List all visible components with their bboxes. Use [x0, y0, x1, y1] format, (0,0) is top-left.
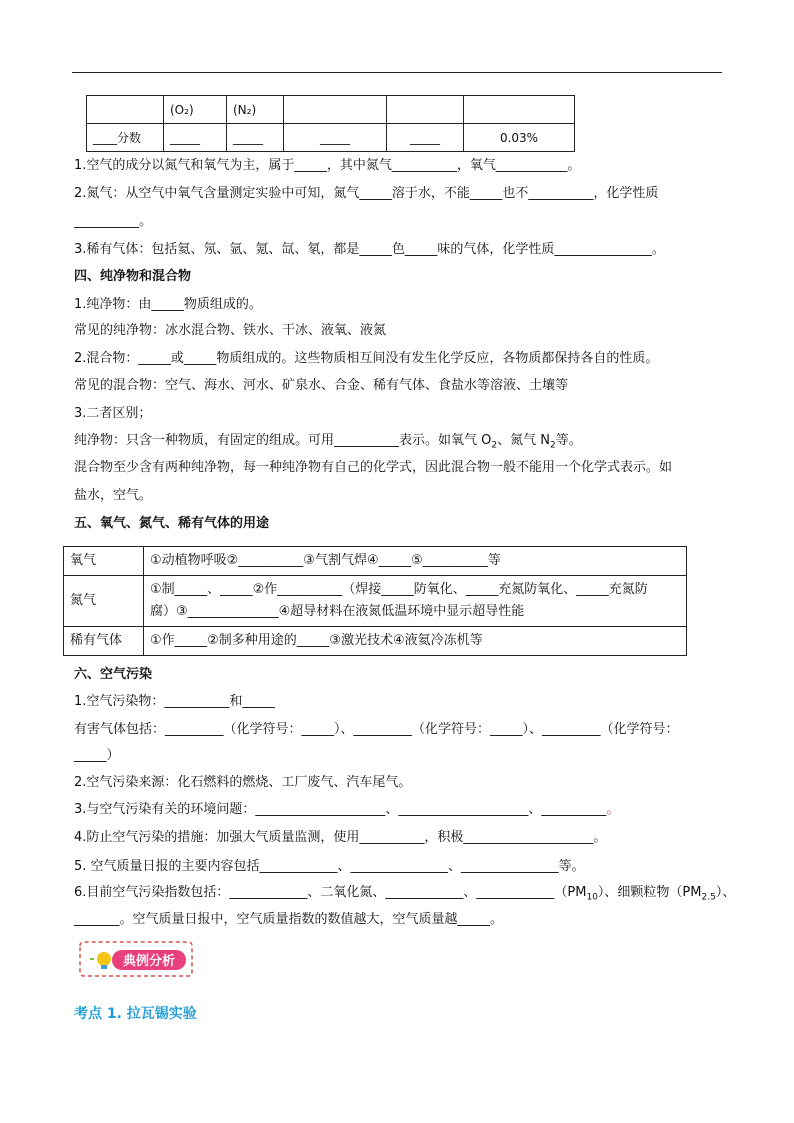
text-line: 1.纯净物：由_____物质组成的。 [74, 297, 262, 312]
table-cell [144, 576, 687, 627]
text-segment: ）、细颗粒物（PM [597, 885, 702, 900]
text-segment: ①制_____、_____②作__________（焊接_____防氧化、_____充氮防氧化、_____充氮防 [150, 582, 648, 597]
text-line: __________。 [74, 214, 153, 229]
table-cell: ①作_____②制多种用途的_____③激光技术④液氦冷冻机等 [144, 627, 687, 656]
section-heading: 六、空气污染 [74, 667, 153, 682]
table-row [64, 547, 687, 576]
table-row [87, 124, 575, 152]
table-row [87, 96, 575, 124]
table-cell: (O₂) [164, 96, 227, 124]
table-cell [284, 96, 387, 124]
text-line: 5. 空气质量日报的主要内容包括____________、_______________、_______________等。 [74, 859, 585, 874]
text-line [74, 801, 619, 819]
badge-text: 典例分析 [122, 954, 176, 969]
table-row [64, 576, 687, 627]
text-line: 2.混合物：_____或_____物质组成的。这些物质相互间没有发生化学反应，各物质都保持各自的性质。 [74, 351, 659, 366]
text-line [74, 432, 582, 455]
table-cell: 0.03% [464, 124, 575, 152]
table-cell: ①动植物呼吸②__________③气割气焊④_____⑤__________等 [144, 547, 687, 576]
example-analysis-badge [72, 938, 196, 982]
text-line: 3.稀有气体：包括氦、氖、氩、氪、氙、氡，都是_____色_____味的气体，化学性质_______________。 [74, 242, 665, 257]
text-segment: 3.与空气污染有关的环境问题：____________________、____________________、__________ [74, 802, 607, 817]
text-line: 2.氮气：从空气中氧气含量测定实验中可知，氮气_____溶于水，不能_____也不__________，化学性质 [74, 186, 659, 201]
air-composition-table [86, 95, 575, 152]
table-cell: _____ [227, 124, 284, 152]
text-segment: 等。 [555, 433, 582, 448]
table-cell: 氮气 [64, 576, 144, 627]
text-line [74, 884, 735, 907]
text-line: 盐水，空气。 [74, 488, 153, 503]
subscript: 10 [586, 892, 598, 903]
gas-uses-table [63, 546, 687, 656]
section-heading: 五、氧气、氮气、稀有气体的用途 [74, 516, 270, 531]
key-point-heading: 考点 1. 拉瓦锡实验 [74, 1006, 197, 1022]
text-line: 2.空气污染来源：化石燃料的燃烧、工厂废气、汽车尾气。 [74, 775, 412, 790]
table-cell [464, 96, 575, 124]
text-segment: 。 [606, 802, 620, 817]
text-line: 4.防止空气污染的措施：加强大气质量监测，使用__________，积极____________________。 [74, 830, 607, 845]
section-heading: 四、纯净物和混合物 [74, 269, 192, 284]
text-segment: 、氮气 N [497, 433, 550, 448]
subscript: 2 [549, 440, 556, 451]
table-cell: 稀有气体 [64, 627, 144, 656]
text-line: 常见的混合物：空气、海水、河水、矿泉水、合金、稀有气体、食盐水等溶液、土壤等 [74, 378, 569, 393]
text-line: 常见的纯净物：冰水混合物、铁水、干冰、液氧、液氮 [74, 323, 387, 338]
table-cell: _____ [164, 124, 227, 152]
text-line: 1.空气的成分以氮气和氧气为主，属于_____，其中氮气__________，氧气___________。 [74, 158, 581, 173]
text-segment: 纯净物：只含一种物质，有固定的组成。可用__________表示。如氧气 O [74, 433, 492, 448]
text-line: 1.空气污染物：__________和_____ [74, 694, 275, 709]
text-line: 有害气体包括：_________（化学符号：_____）、_________（化学符号：_____）、_________（化学符号： [74, 722, 679, 737]
header-rule [72, 72, 722, 73]
table-cell [387, 96, 464, 124]
text-line: 混合物至少含有两种纯净物，每一种纯净物有自己的化学式，因此混合物一般不能用一个化学式表示。如 [74, 460, 673, 475]
subscript: 2.5 [701, 892, 716, 903]
table-cell [87, 96, 164, 124]
text-segment: ）、 [715, 885, 736, 900]
subscript: 2 [491, 440, 498, 451]
table-cell: ____分数 [87, 124, 164, 152]
text-line: 3.二者区别； [74, 406, 152, 421]
text-line: _______。空气质量日报中，空气质量指数的数值越大，空气质量越_____。 [74, 912, 504, 927]
text-segment: 腐）③______________④超导材料在液氮低温环境中显示超导性能 [150, 604, 525, 619]
table-cell: 氧气 [64, 547, 144, 576]
table-cell: _____ [284, 124, 387, 152]
table-cell: (N₂) [227, 96, 284, 124]
text-segment: 6.目前空气污染指数包括：____________、二氧化氮、____________、____________（PM [74, 885, 587, 900]
lightbulb-icon [97, 952, 111, 966]
text-line: _____） [74, 748, 120, 763]
table-cell: _____ [387, 124, 464, 152]
table-row [64, 627, 687, 656]
